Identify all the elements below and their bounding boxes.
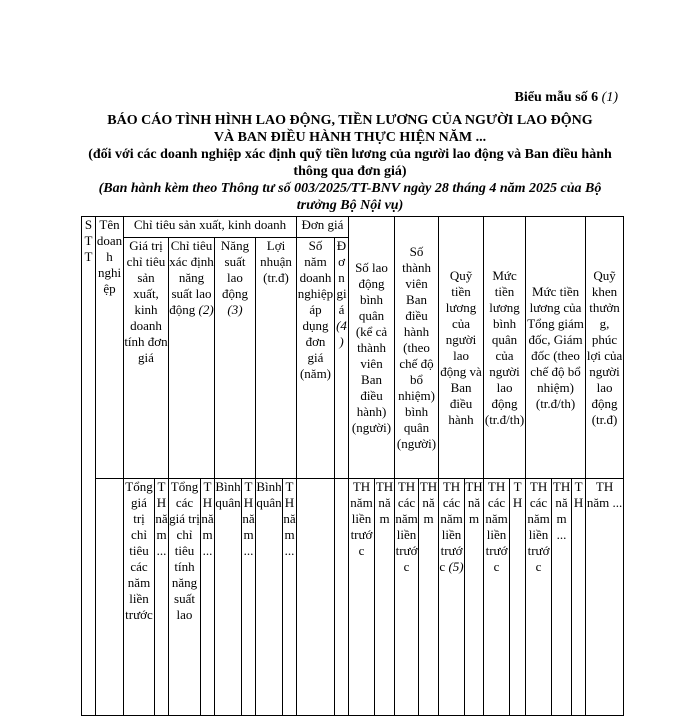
sub-profit-avg: Bình quân	[256, 479, 283, 716]
sub-indicator-total: Tổng các giá trị chỉ tiêu tính năng suất lao	[169, 479, 201, 716]
col-group-production-indicators: Chỉ tiêu sản xuất, kinh doanh	[124, 217, 297, 238]
note-3: (3)	[227, 302, 243, 317]
sub-bonus-year: TH năm ...	[586, 479, 624, 716]
col-bonus-welfare-fund: Quỹ khen thưởng, phúc lợi của người lao động (tr.đ)	[586, 217, 624, 479]
col-board-members: Số thành viên Ban điều hành (theo chế độ bổ nhiệm) bình quân (người)	[395, 217, 439, 479]
report-title-line1: BÁO CÁO TÌNH HÌNH LAO ĐỘNG, TIỀN LƯƠNG CỦA NGƯỜI LAO ĐỘNG	[107, 113, 593, 128]
col-years-applied: Số năm doanh nghiệp áp dụng đơn giá (năm)	[297, 238, 335, 479]
col-avg-workers: Số lao động bình quân (kể cả thành viên Ban điều hành) (người)	[349, 217, 395, 479]
sub-profit-th: TH năm ...	[283, 479, 297, 716]
form-number-note: (1)	[601, 90, 618, 105]
sub-value-total: Tổng giá trị chỉ tiêu các năm liền trước	[124, 479, 155, 716]
sub-director-prev: TH các năm liền trước	[526, 479, 552, 716]
sub-fund-prev: TH các năm liền trước (5)	[439, 479, 465, 716]
sub-workers-year: TH năm	[375, 479, 395, 716]
col-stt: STT	[82, 217, 96, 716]
col-salary-fund: Quỹ tiền lương của người lao động và Ban điều hành	[439, 217, 484, 479]
cell-years-blank	[297, 479, 335, 716]
report-subtitle: (đối với các doanh nghiệp xác định quỹ tiền lương của người lao động và Ban điều hành thông qua đơn giá)	[88, 147, 612, 179]
sub-director-year: TH năm ...	[552, 479, 572, 716]
col-profit: Lợi nhuận (tr.đ)	[256, 238, 297, 479]
report-title-line2: VÀ BAN ĐIỀU HÀNH THỰC HIỆN NĂM ...	[213, 130, 487, 145]
cell-price-blank	[335, 479, 349, 716]
sub-value-th: TH năm ...	[155, 479, 169, 716]
sub-salary-prev: TH các năm liền trước	[484, 479, 510, 716]
note-4: (4)	[336, 318, 347, 349]
sub-salary-th: TH	[510, 479, 526, 716]
note-5: (5)	[448, 559, 464, 574]
sub-indicator-th: TH năm ...	[201, 479, 215, 716]
sub-workers-prev: TH năm liền trước	[349, 479, 375, 716]
form-number-label: Biểu mẫu số 6	[514, 90, 599, 105]
sub-director-th: TH	[572, 479, 586, 716]
cell-company-blank	[96, 479, 124, 716]
col-productivity-indicator: Chỉ tiêu xác định năng suất lao động (2)	[169, 238, 215, 479]
col-unit-price: Đơn giá (4)	[335, 238, 349, 479]
col-labor-productivity: Năng suất lao động (3)	[215, 238, 256, 479]
note-2: (2)	[198, 302, 214, 317]
sub-board-year: TH năm	[419, 479, 439, 716]
col-value-indicator: Giá trị chỉ tiêu sản xuất, kinh doanh tính đơn giá	[124, 238, 169, 479]
report-decree: (Ban hành kèm theo Thông tư số 003/2025/TT-BNV ngày 28 tháng 4 năm 2025 của Bộ trưởng Bộ Nội vụ)	[98, 181, 602, 213]
form-number	[515, 90, 618, 106]
sub-fund-year: TH năm	[465, 479, 484, 716]
col-company-name: Tên doanh nghiệp	[96, 217, 124, 479]
sub-productivity-avg: Bình quân	[215, 479, 242, 716]
col-director-salary: Mức tiền lương của Tổng giám đốc, Giám đốc (theo chế độ bổ nhiệm) (tr.đ/th)	[526, 217, 586, 479]
report-table	[81, 216, 624, 716]
col-avg-salary: Mức tiền lương bình quân của người lao động (tr.đ/th)	[484, 217, 526, 479]
col-group-unit-price: Đơn giá	[297, 217, 349, 238]
sub-productivity-th: TH năm ...	[242, 479, 256, 716]
sub-board-prev: TH các năm liền trước	[395, 479, 419, 716]
report-header	[80, 112, 620, 214]
